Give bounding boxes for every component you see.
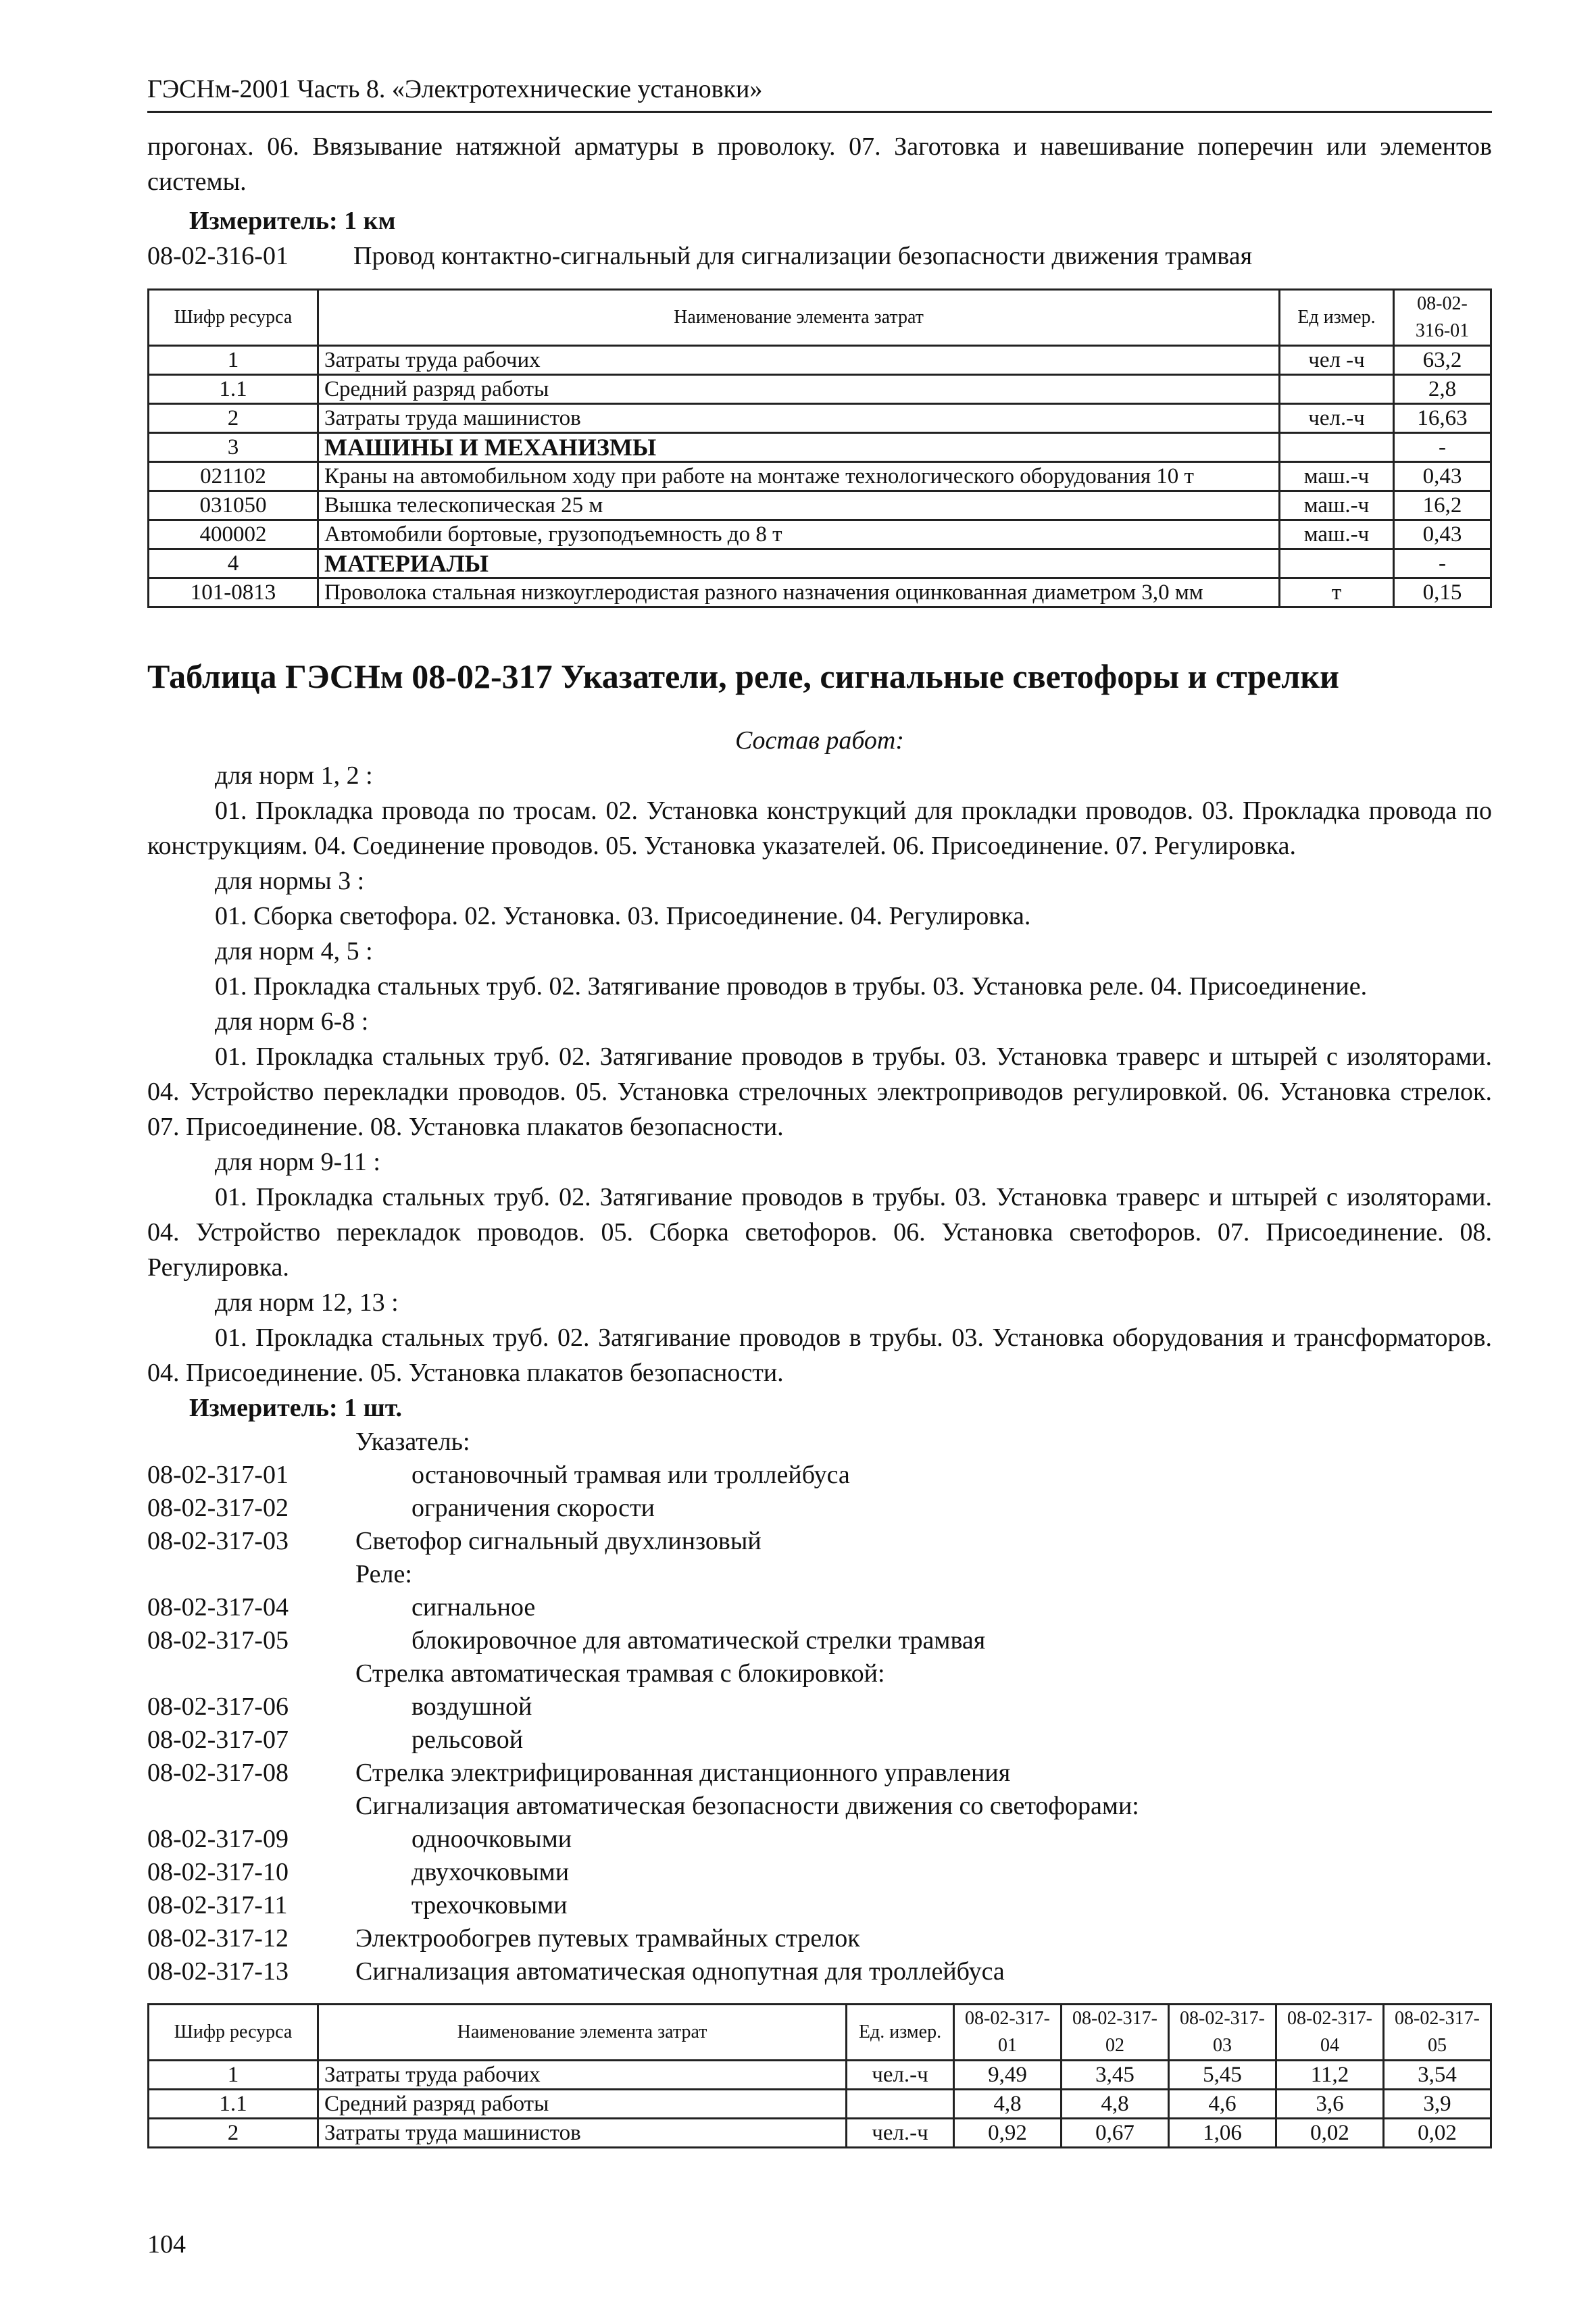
- cell-value: 0,02: [1276, 2119, 1384, 2148]
- norm-list-item: [147, 1459, 1492, 1492]
- col-header-norm: 08-02-316-01: [1394, 290, 1491, 346]
- page-number: 104: [147, 2230, 186, 2259]
- cell-name: Средний разряд работы: [318, 375, 1280, 404]
- norm-code: [147, 1426, 355, 1459]
- norm-code: 08-02-317-05: [147, 1626, 289, 1655]
- measure-line-1: [147, 203, 1492, 238]
- cell-value: 16,63: [1394, 404, 1491, 433]
- composition-text: 01. Прокладка стальных труб. 02. Затягивание проводов в трубы. 03. Установка реле. 04. Присоединение.: [215, 972, 1368, 1001]
- norm-code: 08-02-317-10: [147, 1858, 289, 1886]
- cell-name: МАШИНЫ И МЕХАНИЗМЫ: [318, 433, 1280, 462]
- measure-line-2: [147, 1390, 1492, 1426]
- cell-code: 1.1: [149, 2090, 318, 2119]
- cell-value: 0,43: [1394, 520, 1491, 549]
- document-page: [147, 74, 1492, 2148]
- norm-description: остановочный трамвая или троллейбуса: [412, 1461, 850, 1489]
- norm-code: 08-02-317-03: [147, 1527, 289, 1555]
- norm-description: Указатель:: [355, 1428, 470, 1456]
- table-row: [149, 375, 1491, 404]
- norm-description: блокировочное для автоматической стрелки трамвая: [412, 1626, 986, 1655]
- norm-code: [147, 1657, 355, 1690]
- cell-value: 0,02: [1384, 2119, 1491, 2148]
- cell-name: Затраты труда машинистов: [318, 404, 1280, 433]
- cell-name: Средний разряд работы: [318, 2090, 847, 2119]
- col-header-name: Наименование элемента затрат: [318, 2005, 847, 2061]
- cell-value: 3,6: [1276, 2090, 1384, 2119]
- composition-norms: для нормы 3 :: [215, 867, 365, 895]
- col-header-norm: 08-02-317-02: [1062, 2005, 1169, 2061]
- col-header-norm: 08-02-317-05: [1384, 2005, 1491, 2061]
- cell-value: 2,8: [1394, 375, 1491, 404]
- norm-code: 08-02-316-01: [147, 242, 289, 270]
- norm-code: 08-02-317-12: [147, 1924, 289, 1953]
- cell-value: 1,06: [1169, 2119, 1276, 2148]
- col-header-unit: Ед измер.: [1280, 290, 1394, 346]
- norm-list-item: [147, 1492, 1492, 1525]
- col-header-norm: 08-02-317-04: [1276, 2005, 1384, 2061]
- norm-list-item: [147, 1591, 1492, 1624]
- cell-unit: [1280, 375, 1394, 404]
- composition-text: 01. Прокладка стальных труб. 02. Затягивание проводов в трубы. 03. Установка оборудования и трансформаторов. 04. Присоединение. 05. Установка плакатов безопасности.: [147, 1324, 1492, 1387]
- norm-list-item: [147, 1889, 1492, 1922]
- cell-code: 031050: [149, 491, 318, 520]
- table-header-row: [149, 2005, 1491, 2061]
- norm-list: [147, 1426, 1492, 1988]
- cell-code: 1: [149, 346, 318, 375]
- composition-norms: для норм 6-8 :: [215, 1007, 369, 1036]
- cell-value: 9,49: [954, 2061, 1062, 2090]
- cell-value: -: [1394, 433, 1491, 462]
- cell-code: 1: [149, 2061, 318, 2090]
- norm-description: Сигнализация автоматическая однопутная для троллейбуса: [355, 1957, 1005, 1986]
- norm-code: 08-02-317-11: [147, 1891, 288, 1919]
- norm-list-item: [147, 1724, 1492, 1757]
- cell-name: Затраты труда рабочих: [318, 346, 1280, 375]
- cell-value: 16,2: [1394, 491, 1491, 520]
- norm-list-item: [147, 1525, 1492, 1558]
- norm-code: 08-02-317-02: [147, 1494, 289, 1522]
- cell-value: 0,92: [954, 2119, 1062, 2148]
- cell-unit: чел -ч: [1280, 346, 1394, 375]
- table-row: [149, 491, 1491, 520]
- measure-value: 1 км: [344, 207, 396, 235]
- norm-list-item: [147, 1757, 1492, 1790]
- norm-list-item: [147, 1856, 1492, 1889]
- cell-name: Автомобили бортовые, грузоподъемность до 8 т: [318, 520, 1280, 549]
- cell-code: 2: [149, 2119, 318, 2148]
- norm-heading-316-01: [147, 238, 1492, 274]
- measure-label: Измеритель:: [189, 1394, 338, 1422]
- norm-code: 08-02-317-01: [147, 1461, 289, 1489]
- table-header-row: [149, 290, 1491, 346]
- table-row: [149, 346, 1491, 375]
- cell-name: Затраты труда рабочих: [318, 2061, 847, 2090]
- norm-description: Стрелка автоматическая трамвая с блокировкой:: [355, 1659, 885, 1688]
- resource-table-317: [147, 2003, 1492, 2148]
- norm-description: одноочковыми: [412, 1825, 572, 1853]
- section-title: Таблица ГЭСНм 08-02-317 Указатели, реле, сигнальные светофоры и стрелки: [147, 657, 1339, 695]
- norm-description: рельсовой: [412, 1726, 524, 1754]
- norm-description: Реле:: [355, 1560, 412, 1588]
- col-header-code: Шифр ресурса: [149, 2005, 318, 2061]
- col-header-code: Шифр ресурса: [149, 290, 318, 346]
- col-header-norm: 08-02-317-01: [954, 2005, 1062, 2061]
- cell-code: 3: [149, 433, 318, 462]
- cell-name: Краны на автомобильном ходу при работе на монтаже технологического оборудования 10 т: [318, 462, 1280, 491]
- cell-code: 1.1: [149, 375, 318, 404]
- cell-name: Вышка телескопическая 25 м: [318, 491, 1280, 520]
- cell-value: 5,45: [1169, 2061, 1276, 2090]
- cell-value: -: [1394, 549, 1491, 578]
- norm-title: Провод контактно-сигнальный для сигнализации безопасности движения трамвая: [353, 242, 1253, 270]
- norm-list-item: [147, 1790, 1492, 1823]
- composition-list: [147, 758, 1492, 1390]
- norm-description: Сигнализация автоматическая безопасности движения со светофорами:: [355, 1792, 1139, 1820]
- composition-title: Состав работ:: [734, 726, 905, 755]
- cell-value: 63,2: [1394, 346, 1491, 375]
- norm-description: Стрелка электрифицированная дистанционного управления: [355, 1759, 1011, 1787]
- cell-value: 4,8: [1062, 2090, 1169, 2119]
- norm-list-item: [147, 1426, 1492, 1459]
- table-row: [149, 2119, 1491, 2148]
- composition-text: 01. Прокладка провода по тросам. 02. Установка конструкций для прокладки проводов. 03. Прокладка провода по конструкциям. 04. Соединение проводов. 05. Установка указателей. 06. Присоединение. 07. Регулировка.: [147, 797, 1492, 860]
- col-header-unit: Ед. измер.: [847, 2005, 954, 2061]
- norm-description: Электрообогрев путевых трамвайных стрелок: [355, 1924, 860, 1953]
- cell-unit: [1280, 549, 1394, 578]
- cell-value: 3,9: [1384, 2090, 1491, 2119]
- table-body: [149, 346, 1491, 607]
- cell-code: 021102: [149, 462, 318, 491]
- cell-unit: т: [1280, 578, 1394, 607]
- running-header: ГЭСНм-2001 Часть 8. «Электротехнические установки»: [147, 74, 1492, 113]
- resource-table-316: [147, 288, 1492, 608]
- norm-code: [147, 1558, 355, 1591]
- composition-norms: для норм 4, 5 :: [215, 937, 373, 965]
- cell-code: 2: [149, 404, 318, 433]
- norm-list-item: [147, 1823, 1492, 1856]
- table-body: [149, 2061, 1491, 2148]
- cell-unit: чел.-ч: [847, 2061, 954, 2090]
- table-row: [149, 578, 1491, 607]
- cell-code: 4: [149, 549, 318, 578]
- cell-code: 101-0813: [149, 578, 318, 607]
- table-row: [149, 433, 1491, 462]
- cell-unit: [847, 2090, 954, 2119]
- cell-value: 0,43: [1394, 462, 1491, 491]
- norm-description: воздушной: [412, 1692, 532, 1721]
- cell-value: 3,54: [1384, 2061, 1491, 2090]
- norm-list-item: [147, 1690, 1492, 1724]
- col-header-norm: 08-02-317-03: [1169, 2005, 1276, 2061]
- composition-norms: для норм 12, 13 :: [215, 1288, 399, 1317]
- table-row: [149, 462, 1491, 491]
- cell-unit: маш.-ч: [1280, 520, 1394, 549]
- composition-text: 01. Прокладка стальных труб. 02. Затягивание проводов в трубы. 03. Установка траверс и штырей с изоляторами. 04. Устройство перекладки проводов. 05. Установка стрелочных электроприводов регулировкой. 06. Установка стрелок. 07. Присоединение. 08. Установка плакатов безопасности.: [147, 1042, 1492, 1141]
- cell-unit: чел.-ч: [1280, 404, 1394, 433]
- norm-description: ограничения скорости: [412, 1494, 655, 1522]
- cell-unit: маш.-ч: [1280, 491, 1394, 520]
- cell-code: 400002: [149, 520, 318, 549]
- norm-list-item: [147, 1922, 1492, 1955]
- norm-code: 08-02-317-04: [147, 1593, 289, 1621]
- norm-list-item: [147, 1624, 1492, 1657]
- norm-description: Светофор сигнальный двухлинзовый: [355, 1527, 762, 1555]
- intro-paragraph: прогонах. 06. Ввязывание натяжной арматуры в проволоку. 07. Заготовка и навешивание поперечин или элементов системы.: [147, 132, 1492, 196]
- norm-code: 08-02-317-06: [147, 1692, 289, 1721]
- norm-list-item: [147, 1955, 1492, 1988]
- table-row: [149, 520, 1491, 549]
- cell-unit: маш.-ч: [1280, 462, 1394, 491]
- cell-name: Затраты труда машинистов: [318, 2119, 847, 2148]
- norm-code: 08-02-317-09: [147, 1825, 289, 1853]
- norm-description: двухочковыми: [412, 1858, 570, 1886]
- norm-description: сигнальное: [412, 1593, 536, 1621]
- cell-value: 4,8: [954, 2090, 1062, 2119]
- measure-label: Измеритель:: [189, 207, 338, 235]
- measure-value: 1 шт.: [344, 1394, 403, 1422]
- composition-text: 01. Сборка светофора. 02. Установка. 03. Присоединение. 04. Регулировка.: [215, 902, 1031, 930]
- col-header-name: Наименование элемента затрат: [318, 290, 1280, 346]
- table-row: [149, 2061, 1491, 2090]
- composition-norms: для норм 9-11 :: [215, 1148, 380, 1176]
- cell-value: 4,6: [1169, 2090, 1276, 2119]
- cell-value: 0,15: [1394, 578, 1491, 607]
- table-row: [149, 2090, 1491, 2119]
- norm-list-item: [147, 1657, 1492, 1690]
- norm-description: трехочковыми: [412, 1891, 568, 1919]
- cell-name: Проволока стальная низкоуглеродистая разного назначения оцинкованная диаметром 3,0 мм: [318, 578, 1280, 607]
- cell-value: 0,67: [1062, 2119, 1169, 2148]
- cell-name: МАТЕРИАЛЫ: [318, 549, 1280, 578]
- table-row: [149, 549, 1491, 578]
- table-row: [149, 404, 1491, 433]
- composition-text: 01. Прокладка стальных труб. 02. Затягивание проводов в трубы. 03. Установка траверс и штырей с изоляторами. 04. Устройство перекладок проводов. 05. Сборка светофоров. 06. Установка светофоров. 07. Присоединение. 08. Регулировка.: [147, 1183, 1492, 1282]
- norm-list-item: [147, 1558, 1492, 1591]
- cell-value: 11,2: [1276, 2061, 1384, 2090]
- cell-unit: [1280, 433, 1394, 462]
- norm-code: 08-02-317-13: [147, 1957, 289, 1986]
- norm-code: [147, 1790, 355, 1823]
- cell-value: 3,45: [1062, 2061, 1169, 2090]
- norm-code: 08-02-317-07: [147, 1726, 289, 1754]
- cell-unit: чел.-ч: [847, 2119, 954, 2148]
- norm-code: 08-02-317-08: [147, 1759, 289, 1787]
- composition-norms: для норм 1, 2 :: [215, 761, 373, 790]
